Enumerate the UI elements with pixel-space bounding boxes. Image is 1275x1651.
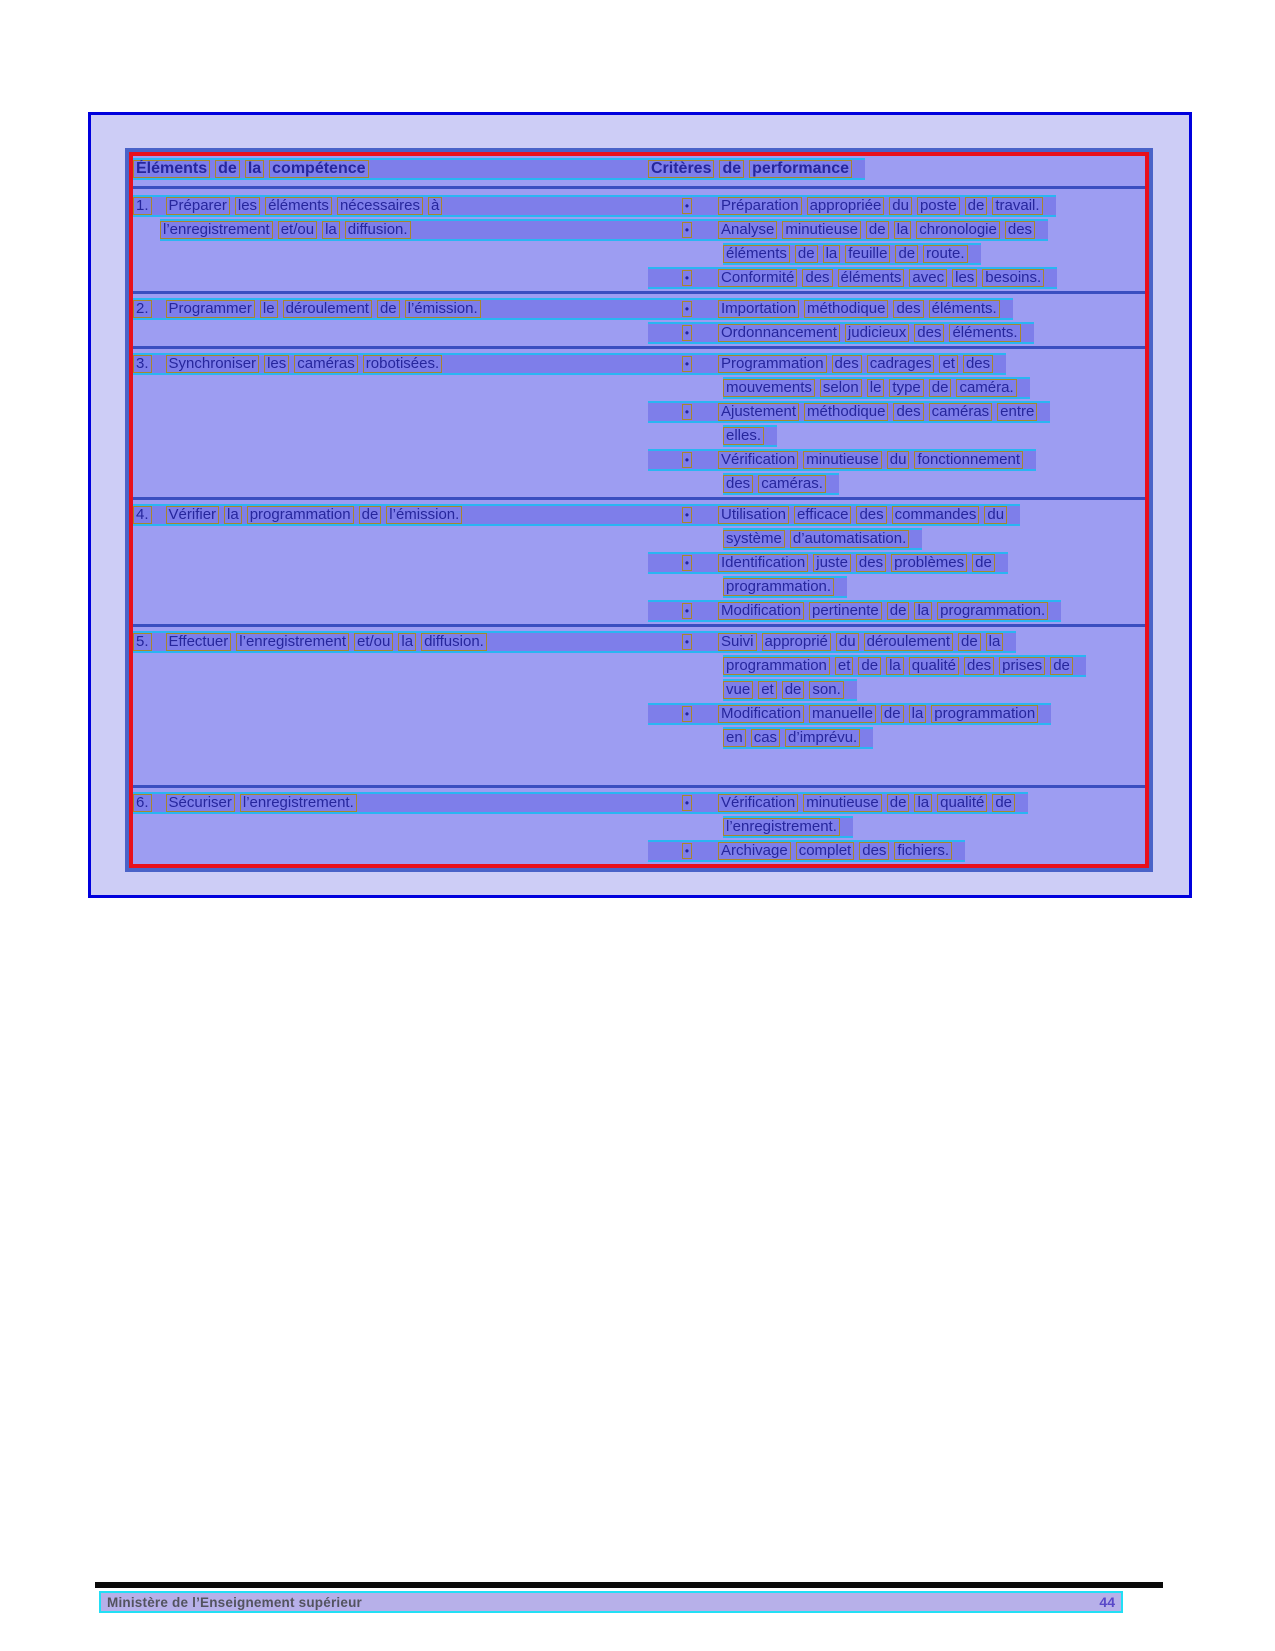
word: cas: [751, 729, 780, 747]
element-cell: [133, 353, 648, 377]
criterion-line: [648, 195, 1056, 217]
criterion-item: [648, 267, 1145, 289]
bullet-icon: •: [682, 404, 692, 420]
header-left-line: [133, 158, 648, 180]
element-text-line: [133, 353, 648, 375]
word: Programmation: [718, 355, 827, 373]
word: feuille: [845, 245, 890, 263]
bullet-icon: •: [682, 222, 692, 238]
word: la: [322, 221, 340, 239]
word: caméras: [929, 403, 993, 421]
word: complet: [796, 842, 855, 860]
criterion-line: [723, 655, 1086, 677]
bullet-icon: •: [682, 603, 692, 619]
word: l’enregistrement: [160, 221, 273, 239]
criterion-line: [648, 267, 1057, 289]
word: et/ou: [278, 221, 317, 239]
word: performance: [749, 160, 852, 178]
word: d’imprévu.: [785, 729, 860, 747]
word: en: [723, 729, 746, 747]
word: de: [972, 554, 995, 572]
word: de: [719, 160, 744, 178]
word: de: [1050, 657, 1073, 675]
bullet-icon: •: [682, 795, 692, 811]
criterion-line: [648, 219, 1048, 241]
word: la: [823, 245, 841, 263]
criterion-line: [723, 243, 981, 265]
criteria-cell: [648, 504, 1145, 624]
bullet-icon: •: [682, 325, 692, 341]
word: travail.: [992, 197, 1042, 215]
competency-table-body: [129, 152, 1149, 868]
row-number: 6.: [133, 794, 152, 812]
word: de: [887, 602, 910, 620]
word: Préparer: [166, 197, 230, 215]
word: l’enregistrement.: [240, 794, 357, 812]
word: déroulement: [283, 300, 372, 318]
criterion-line: [723, 377, 1030, 399]
element-cell: [133, 504, 648, 528]
bullet-icon: •: [682, 198, 692, 214]
word: nécessaires: [337, 197, 423, 215]
word: méthodique: [804, 403, 888, 421]
header-right-line: [648, 158, 865, 180]
criteria-cell: [648, 298, 1145, 346]
criterion-item: [648, 195, 1145, 217]
word: compétence: [269, 160, 368, 178]
criterion-line: [648, 631, 1016, 653]
word: la: [914, 602, 932, 620]
row-number: 2.: [133, 300, 152, 318]
element-cell: [133, 195, 648, 243]
criterion-line: [648, 353, 1006, 375]
word: des: [856, 506, 886, 524]
criterion-line: [648, 552, 1008, 574]
element-text-line: [133, 792, 648, 814]
bullet-icon: •: [682, 270, 692, 286]
criterion-line: [648, 504, 1020, 526]
word: de: [377, 300, 400, 318]
word: la: [398, 633, 416, 651]
word: problèmes: [891, 554, 967, 572]
criterion-item: [648, 504, 1145, 550]
criterion-line: [723, 727, 873, 749]
word: Modification: [718, 705, 804, 723]
word: Identification: [718, 554, 808, 572]
word: Importation: [718, 300, 799, 318]
word: des: [964, 657, 994, 675]
word: pertinente: [809, 602, 882, 620]
word: du: [887, 451, 910, 469]
criterion-item: [648, 792, 1145, 838]
element-text-line: [133, 195, 648, 217]
word: l’émission.: [405, 300, 481, 318]
word: déroulement: [864, 633, 953, 651]
bullet-icon: •: [682, 356, 692, 372]
footer-bar: [99, 1591, 1123, 1613]
table-row: [133, 497, 1145, 624]
header-cell-elements: [133, 158, 648, 182]
word: et/ou: [354, 633, 393, 651]
word: Suivi: [718, 633, 757, 651]
word: Effectuer: [166, 633, 232, 651]
word: Conformité: [718, 269, 797, 287]
row-number: 4.: [133, 506, 152, 524]
word: des: [802, 269, 832, 287]
word: programmation: [247, 506, 354, 524]
word: des: [832, 355, 862, 373]
bullet-icon: •: [682, 301, 692, 317]
bullet-icon: •: [682, 555, 692, 571]
word: qualité: [937, 794, 987, 812]
word: Vérification: [718, 794, 798, 812]
word: caméra.: [956, 379, 1016, 397]
criteria-cell: [648, 195, 1145, 291]
criterion-item: [648, 552, 1145, 598]
row-number: 5.: [133, 633, 152, 651]
criterion-line: [648, 401, 1050, 423]
element-cell: [133, 631, 648, 655]
element-text-line: [133, 504, 648, 526]
word: la: [914, 794, 932, 812]
word: prises: [999, 657, 1045, 675]
word: minutieuse: [803, 794, 882, 812]
table-header-row: [133, 156, 1145, 186]
word: éléments.: [949, 324, 1020, 342]
word: de: [858, 657, 881, 675]
word: Sécuriser: [166, 794, 235, 812]
word: éléments: [838, 269, 905, 287]
criterion-item: [648, 219, 1145, 265]
word: de: [782, 681, 805, 699]
word: commandes: [892, 506, 980, 524]
table-row: [133, 186, 1145, 291]
word: diffusion.: [421, 633, 487, 651]
word: fichiers.: [894, 842, 952, 860]
criterion-line: [723, 473, 839, 495]
word: fonctionnement: [914, 451, 1023, 469]
word: les: [952, 269, 977, 287]
word: son.: [809, 681, 843, 699]
word: chronologie: [916, 221, 1000, 239]
word: Modification: [718, 602, 804, 620]
word: Éléments: [133, 160, 210, 178]
criterion-line: [648, 792, 1028, 814]
element-text-line: [133, 631, 648, 653]
table-row: [133, 785, 1145, 864]
word: du: [836, 633, 859, 651]
word: de: [795, 245, 818, 263]
word: cadrages: [867, 355, 935, 373]
word: méthodique: [804, 300, 888, 318]
word: Vérifier: [166, 506, 220, 524]
table-row: [133, 291, 1145, 346]
bullet-icon: •: [682, 843, 692, 859]
content-panel: [88, 112, 1192, 898]
bullet-icon: •: [682, 634, 692, 650]
word: le: [260, 300, 278, 318]
word: la: [909, 705, 927, 723]
word: des: [856, 554, 886, 572]
row-number: 1.: [133, 197, 152, 215]
criteria-cell: [648, 631, 1145, 751]
word: Ordonnancement: [718, 324, 840, 342]
word: Archivage: [718, 842, 791, 860]
word: vue: [723, 681, 753, 699]
word: d’automatisation.: [790, 530, 909, 548]
word: de: [992, 794, 1015, 812]
word: et: [835, 657, 854, 675]
word: des: [893, 300, 923, 318]
table-row: [133, 624, 1145, 785]
word: la: [986, 633, 1004, 651]
word: minutieuse: [803, 451, 882, 469]
word: efficace: [794, 506, 851, 524]
word: judicieux: [845, 324, 909, 342]
word: éléments: [723, 245, 790, 263]
bullet-icon: •: [682, 452, 692, 468]
word: de: [965, 197, 988, 215]
word: les: [235, 197, 260, 215]
word: caméras.: [758, 475, 826, 493]
criterion-item: [648, 353, 1145, 399]
word: diffusion.: [345, 221, 411, 239]
bullet-icon: •: [682, 507, 692, 523]
criterion-item: [648, 703, 1145, 749]
word: système: [723, 530, 785, 548]
word: avec: [909, 269, 947, 287]
competency-table: [125, 148, 1153, 872]
word: type: [889, 379, 923, 397]
criterion-line: [723, 425, 777, 447]
word: du: [889, 197, 912, 215]
criterion-line: [723, 576, 847, 598]
word: éléments.: [929, 300, 1000, 318]
criterion-item: [648, 840, 1145, 862]
word: Synchroniser: [166, 355, 260, 373]
criteria-cell: [648, 353, 1145, 497]
word: route.: [923, 245, 967, 263]
criterion-line: [648, 322, 1034, 344]
element-cell: [133, 298, 648, 322]
word: caméras: [294, 355, 358, 373]
word: programmation: [931, 705, 1038, 723]
word: les: [264, 355, 289, 373]
word: éléments: [265, 197, 332, 215]
criterion-line: [723, 679, 857, 701]
word: et: [939, 355, 958, 373]
word: des: [859, 842, 889, 860]
word: robotisées.: [363, 355, 442, 373]
word: entre: [997, 403, 1037, 421]
word: la: [245, 160, 264, 178]
word: elles.: [723, 427, 764, 445]
element-text-line: [133, 298, 648, 320]
criterion-item: [648, 449, 1145, 495]
criterion-item: [648, 600, 1145, 622]
criterion-line: [648, 449, 1036, 471]
criteria-cell: [648, 792, 1145, 864]
word: l’enregistrement: [236, 633, 349, 651]
footer-text: Ministère de l’Enseignement supérieur: [107, 1594, 362, 1610]
word: de: [929, 379, 952, 397]
word: la: [224, 506, 242, 524]
row-number: 3.: [133, 355, 152, 373]
word: des: [893, 403, 923, 421]
criterion-line: [648, 600, 1061, 622]
word: juste: [813, 554, 851, 572]
criterion-item: [648, 298, 1145, 320]
word: des: [914, 324, 944, 342]
bullet-icon: •: [682, 706, 692, 722]
table-row: [133, 346, 1145, 497]
word: programmation.: [723, 578, 834, 596]
word: mouvements: [723, 379, 815, 397]
word: des: [1005, 221, 1035, 239]
word: de: [887, 794, 910, 812]
word: le: [867, 379, 885, 397]
word: de: [215, 160, 240, 178]
element-cell: [133, 792, 648, 816]
word: Programmer: [166, 300, 255, 318]
word: Analyse: [718, 221, 777, 239]
word: Critères: [648, 160, 714, 178]
word: la: [886, 657, 904, 675]
word: programmation.: [937, 602, 1048, 620]
criterion-line: [648, 298, 1013, 320]
word: qualité: [909, 657, 959, 675]
criterion-line: [723, 816, 853, 838]
word: manuelle: [809, 705, 876, 723]
word: selon: [820, 379, 862, 397]
word: des: [723, 475, 753, 493]
word: minutieuse: [782, 221, 861, 239]
word: de: [881, 705, 904, 723]
word: poste: [917, 197, 960, 215]
word: et: [758, 681, 777, 699]
header-cell-criteria: [648, 158, 1145, 182]
criterion-item: [648, 631, 1145, 701]
word: approprié: [762, 633, 831, 651]
word: programmation: [723, 657, 830, 675]
word: besoins.: [982, 269, 1044, 287]
word: du: [984, 506, 1007, 524]
word: Vérification: [718, 451, 798, 469]
word: Préparation: [718, 197, 802, 215]
word: Ajustement: [718, 403, 799, 421]
page-number: 44: [1099, 1594, 1115, 1610]
criterion-line: [648, 703, 1051, 725]
element-text-line: [160, 219, 648, 241]
word: la: [894, 221, 912, 239]
criterion-item: [648, 322, 1145, 344]
word: l’émission.: [386, 506, 462, 524]
word: des: [963, 355, 993, 373]
criterion-item: [648, 401, 1145, 447]
word: de: [866, 221, 889, 239]
word: Utilisation: [718, 506, 789, 524]
criterion-line: [648, 840, 965, 862]
word: à: [428, 197, 442, 215]
word: appropriée: [807, 197, 885, 215]
word: de: [359, 506, 382, 524]
word: l’enregistrement.: [723, 818, 840, 836]
word: de: [895, 245, 918, 263]
criterion-line: [723, 528, 922, 550]
word: de: [958, 633, 981, 651]
footer-rule: [95, 1582, 1163, 1588]
